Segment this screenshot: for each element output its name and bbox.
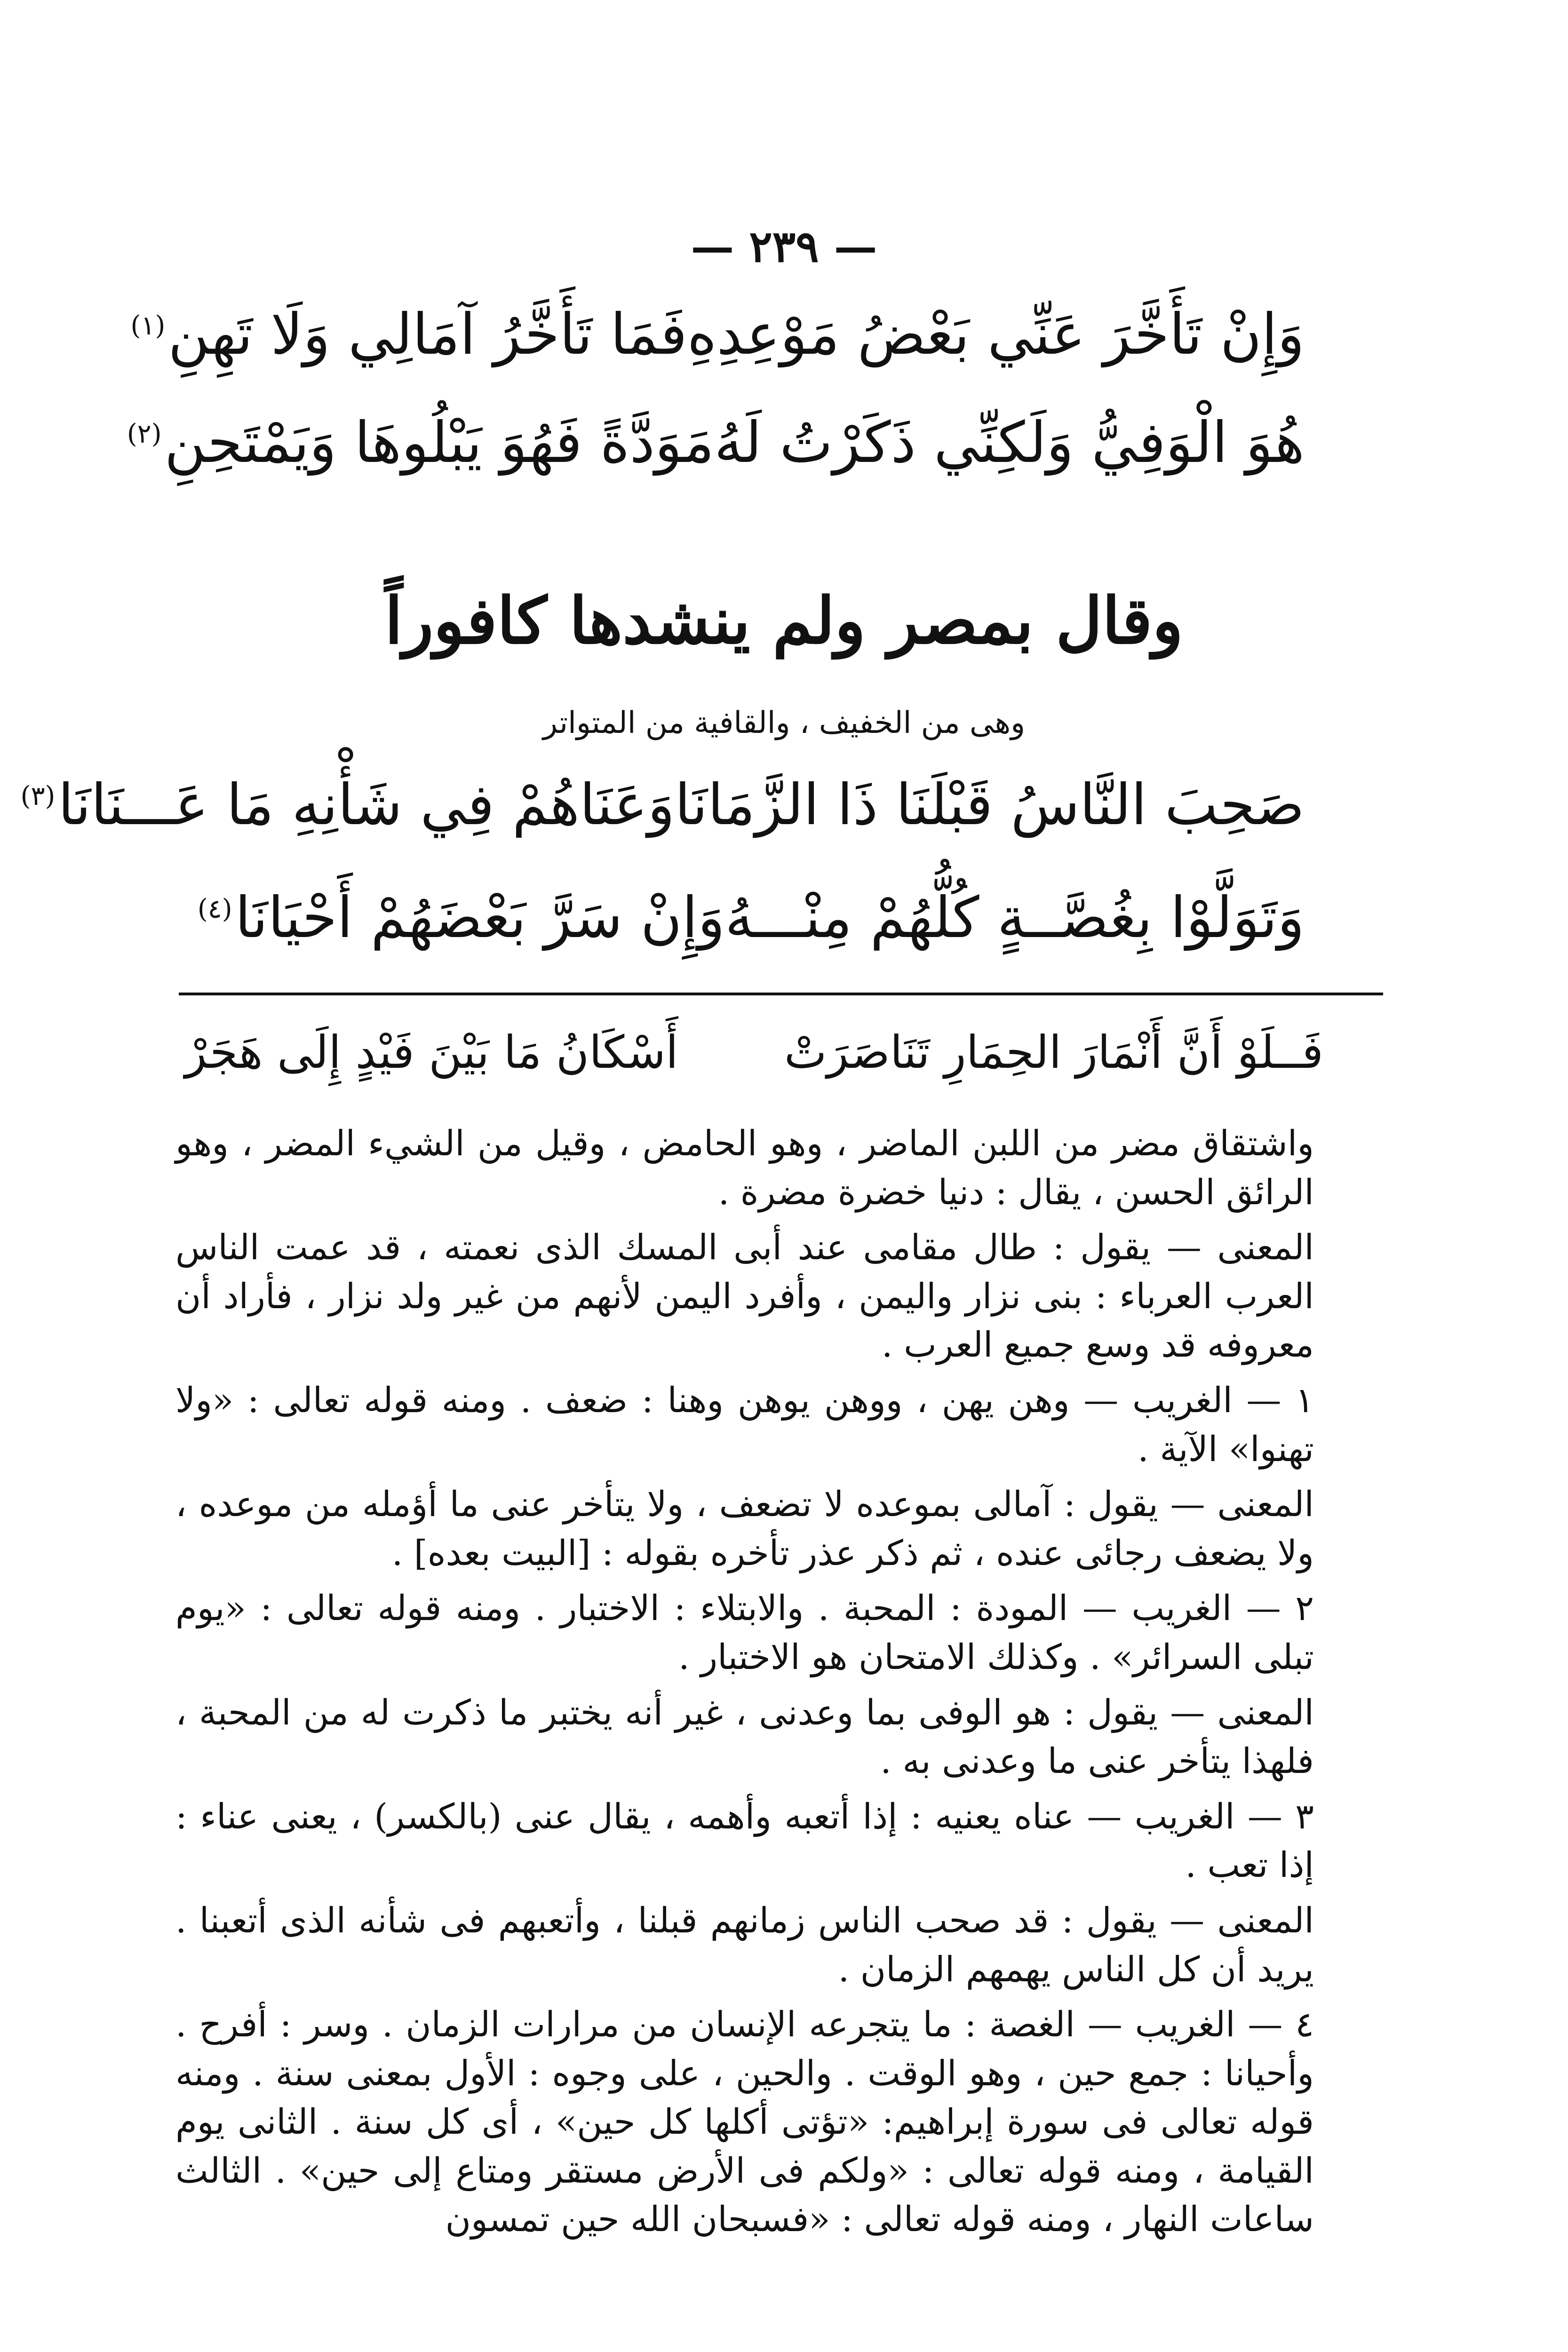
verse-1-second-hemistich-text: فَمَا تَأَخَّرُ آمَالِي وَلَا تَهِنِ — [168, 302, 687, 367]
section-divider — [179, 993, 1383, 995]
commentary-paragraph: المعنى — يقول : آمالى بموعده لا تضعف ، ولا يتأخر عنى ما أؤمله من موعده ، ولا يضعف رجائى عنده ، ثم ذكر عذر تأخره بقوله : [البيت بعده] . — [175, 1484, 1314, 1573]
verse-3-second-hemistich — [21, 771, 675, 839]
commentary-paragraph: المعنى — يقول : هو الوفى بما وعدنى ، غير أنه يختبر ما ذكرت له من المحبة ، فلهذا يتأخر عنى ما وعدنى به . — [175, 1692, 1314, 1782]
footnote-marker-4: (٤) — [197, 894, 232, 924]
verse-4-first-hemistich: وَتَوَلَّوْا بِغُصَّــةٍ كُلُّهُمْ مِنْـــهُ — [725, 885, 1305, 951]
verse-4-second-hemistich — [198, 884, 725, 952]
verse-1-first-hemistich: وَإِنْ تَأَخَّرَ عَنِّي بَعْضُ مَوْعِدِهِ — [687, 302, 1305, 367]
poem-meter-note: وهى من الخفيف ، والقافية من المتواتر — [542, 706, 1026, 740]
commentary-paragraph: ٤ — الغريب — الغصة : ما يتجرعه الإنسان من مرارات الزمان . وسر : أفرح . وأحيانا : جمع حين ، وهو الوقت . والحين ، على وجوه : الأول بمعنى سنة . ومنه قوله تعالى فى سورة إبراهيم: «تؤتى أكلها كل حين» ، أى كل سنة . الثانى يوم القيامة ، ومنه قوله تعالى : «ولكم فى الأرض مستقر ومتاع إلى حين» . الثالث ساعات النهار ، ومنه قوله تعالى : «فسبحان الله حين تمسون — [175, 2004, 1314, 2240]
verse-2-second-hemistich-text: مَوَدَّةً فَهُوَ يَبْلُوهَا وَيَمْتَحِنِ — [164, 410, 715, 476]
verse-2-first-hemistich: هُوَ الْوَفِيُّ وَلَكِنِّي ذَكَرْتُ لَهُ — [714, 410, 1305, 476]
verse-2-second-hemistich — [127, 409, 714, 477]
commentary-paragraph: ٢ — الغريب — المودة : المحبة . والابتلاء : الاختبار . ومنه قوله تعالى : «يوم تبلى السرائر» . وكذلك الامتحان هو الاختبار . — [175, 1588, 1314, 1677]
verse-4-second-hemistich-text: وَإِنْ سَرَّ بَعْضَهُمْ أَحْيَانَا — [235, 885, 725, 951]
commentary-paragraph: المعنى — يقول : قد صحب الناس زمانهم قبلنا ، وأتعبهم فى شأنه الذى أتعبنا . يريد أن كل الناس يهمهم الزمان . — [175, 1900, 1314, 1990]
verse-line-3 — [20, 771, 1305, 839]
verse-lower-first-hemistich: فَــلَوْ أَنَّ أَنْمَارَ الحِمَارِ تَنَاصَرَتْ — [784, 1026, 1323, 1079]
commentary-paragraph: ٣ — الغريب — عناه يعنيه : إذا أتعبه وأهمه ، يقال عنى (بالكسر) ، يعنى عناء : إذا تعب . — [175, 1796, 1314, 1886]
verse-line-1 — [130, 301, 1305, 369]
poem-heading: وقال بمصر ولم ينشدها كافوراً — [384, 583, 1184, 659]
footnote-marker-2: (٢) — [127, 419, 162, 449]
verse-1-second-hemistich — [131, 301, 687, 369]
page-number: — ٢٣٩ — — [691, 221, 877, 272]
commentary-paragraph: ١ — الغريب — وهن يهن ، ووهن يوهن وهنا : ضعف . ومنه قوله تعالى : «ولا تهنوا» الآية . — [175, 1380, 1314, 1470]
verse-line-lower — [185, 1025, 1323, 1080]
footnote-marker-1: (١) — [130, 310, 166, 341]
verse-line-4 — [197, 884, 1305, 952]
verse-3-first-hemistich: صَحِبَ النَّاسُ قَبْلَنَا ذَا الزَّمَانَا — [675, 772, 1305, 838]
commentary-paragraph: واشتقاق مضر من اللبن الماضر ، وهو الحامض ، وقيل من الشيء المضر ، وهو الرائق الحسن ، يقال : دنيا خضرة مضرة . — [175, 1123, 1314, 1213]
commentary-block — [175, 1120, 1314, 2251]
verse-lower-second-hemistich: أَسْكَانُ مَا بَيْنَ فَيْدٍ إِلَى هَجَرْ — [185, 1026, 678, 1079]
footnote-marker-3: (٣) — [20, 781, 56, 811]
commentary-paragraph: المعنى — يقول : طال مقامى عند أبى المسك الذى نعمته ، قد عمت الناس العرب العرباء : بنى نزار واليمن ، وأفرد اليمن لأنهم من غير ولد نزار ، فأراد أن معروفه قد وسع جميع العرب . — [175, 1227, 1314, 1366]
verse-line-2 — [127, 409, 1305, 477]
verse-3-second-hemistich-text: وَعَنَاهُمْ فِي شَأْنِهِ مَا عَـــنَانَا — [58, 772, 675, 838]
